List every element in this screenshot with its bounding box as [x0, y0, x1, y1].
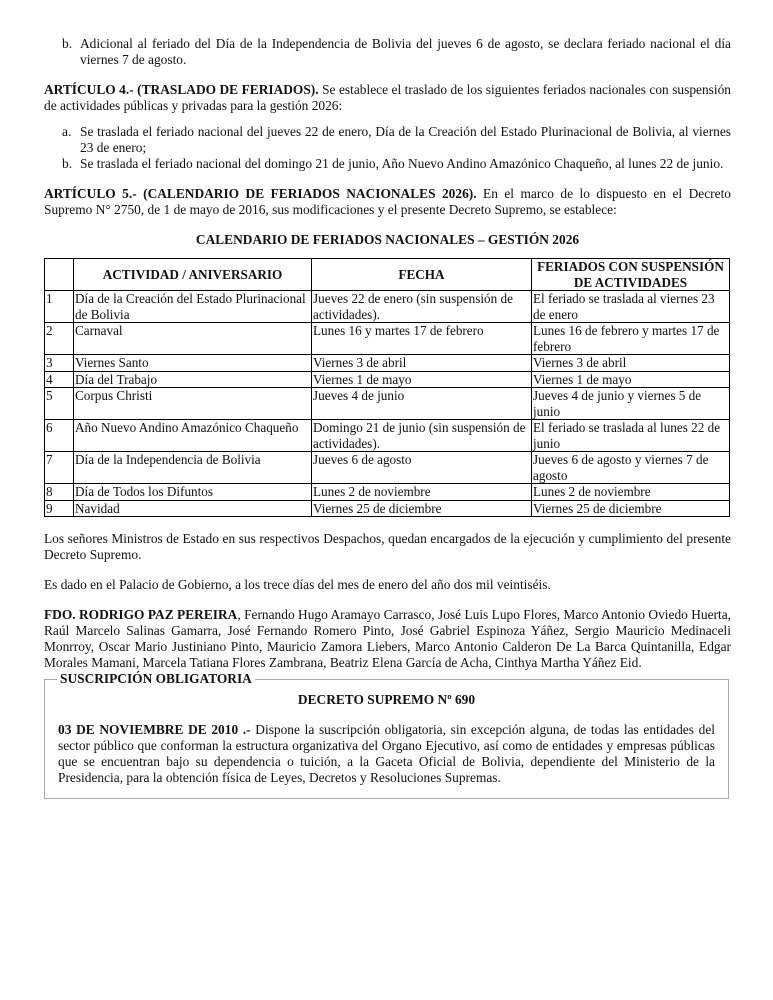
- holiday-calendar-table: [44, 258, 730, 517]
- column-header-holiday: FERIADOS CON SUSPENSIÓN DE ACTIVIDADES: [532, 259, 730, 291]
- cell-holiday: El feriado se traslada al lunes 22 de junio: [532, 420, 730, 452]
- cell-activity: Día de la Creación del Estado Plurinacional de Bolivia: [74, 291, 312, 323]
- decree-date: 03 DE NOVIEMBRE DE 2010 .-: [58, 722, 251, 737]
- article-5-text: En el marco de lo dispuesto en el Decreto Supremo N° 2750, de 1 de mayo de 2016, sus modificaciones y el presente Decreto Supremo, se establece:: [44, 186, 731, 217]
- cell-activity: Día de la Independencia de Bolivia: [74, 452, 312, 484]
- signatures-paragraph: [44, 607, 731, 671]
- cell-activity: Día de Todos los Difuntos: [74, 484, 312, 501]
- cell-number: 7: [45, 452, 74, 484]
- column-header-number: [45, 259, 74, 291]
- list-item: [62, 124, 731, 156]
- list-marker: b.: [62, 156, 73, 171]
- cell-number: 3: [45, 355, 74, 372]
- table-row: [45, 388, 730, 420]
- cell-number: 8: [45, 484, 74, 501]
- decree-text: Dispone la suscripción obligatoria, sin excepción alguna, de todas las entidades del sector público que conforman la estructura organizativa del Organo Ejecutivo, así como de entidades y empresas públicas que se encuentran bajo su dependencia o tuición, a la Gaceta Oficial de Bolivia, dependiente del Ministerio de la Presidencia, para la obtención física de Leyes, Decretos y Resoluciones Supremas.: [58, 722, 715, 785]
- signature-lead: FDO. RODRIGO PAZ PEREIRA: [44, 607, 238, 622]
- column-header-activity: ACTIVIDAD / ANIVERSARIO: [74, 259, 312, 291]
- table-row: [45, 484, 730, 501]
- table-title: CALENDARIO DE FERIADOS NACIONALES – GESTIÓN 2026: [195, 232, 580, 247]
- table-row: [45, 355, 730, 372]
- cell-date: Jueves 4 de junio: [312, 388, 532, 420]
- cell-activity: Carnaval: [74, 323, 312, 355]
- cell-date: Lunes 16 y martes 17 de febrero: [312, 323, 532, 355]
- cell-activity: Corpus Christi: [74, 388, 312, 420]
- cell-holiday: Viernes 1 de mayo: [532, 371, 730, 388]
- article-5-heading: ARTÍCULO 5.- (CALENDARIO DE FERIADOS NACIONALES 2026).: [44, 186, 477, 201]
- cell-holiday: Viernes 25 de diciembre: [532, 500, 730, 517]
- cell-holiday: Viernes 3 de abril: [532, 355, 730, 372]
- list-marker: a.: [62, 124, 72, 139]
- cell-number: 2: [45, 323, 74, 355]
- cell-date: Viernes 25 de diciembre: [312, 500, 532, 517]
- decree-title: DECRETO SUPREMO Nº 690: [297, 692, 476, 707]
- table-row: [45, 323, 730, 355]
- table-row: [45, 452, 730, 484]
- table-row: [45, 420, 730, 452]
- cell-date: Jueves 22 de enero (sin suspensión de actividades).: [312, 291, 532, 323]
- cell-number: 4: [45, 371, 74, 388]
- article-4-paragraph: [44, 82, 731, 114]
- subscription-notice-box: [44, 671, 729, 799]
- article-5-paragraph: [44, 186, 731, 218]
- cell-date: Jueves 6 de agosto: [312, 452, 532, 484]
- closing-paragraph-date: Es dado en el Palacio de Gobierno, a los trece días del mes de enero del año dos mil veintiséis.: [44, 577, 551, 592]
- cell-date: Lunes 2 de noviembre: [312, 484, 532, 501]
- table-row: [45, 500, 730, 517]
- cell-activity: Viernes Santo: [74, 355, 312, 372]
- cell-number: 9: [45, 500, 74, 517]
- cell-activity: Año Nuevo Andino Amazónico Chaqueño: [74, 420, 312, 452]
- cell-activity: Navidad: [74, 500, 312, 517]
- cell-date: Viernes 1 de mayo: [312, 371, 532, 388]
- cell-holiday: Lunes 2 de noviembre: [532, 484, 730, 501]
- article-4-heading: ARTÍCULO 4.- (TRASLADO DE FERIADOS).: [44, 82, 319, 97]
- article-4-list: [62, 124, 731, 172]
- list-item-text: Adicional al feriado del Día de la Independencia de Bolivia del jueves 6 de agosto, se declara feriado nacional el día viernes 7 de agosto.: [80, 36, 731, 67]
- cell-holiday: Lunes 16 de febrero y martes 17 de febrero: [532, 323, 730, 355]
- column-header-date: FECHA: [312, 259, 532, 291]
- cell-holiday: El feriado se traslada al viernes 23 de enero: [532, 291, 730, 323]
- cell-date: Viernes 3 de abril: [312, 355, 532, 372]
- table-header-row: [45, 259, 730, 291]
- cell-activity: Día del Trabajo: [74, 371, 312, 388]
- cell-number: 6: [45, 420, 74, 452]
- list-marker: b.: [62, 36, 73, 51]
- list-item: [62, 36, 731, 68]
- article-4-text: Se establece el traslado de los siguientes feriados nacionales con suspensión de actividades públicas y privadas para la gestión 2026:: [44, 82, 731, 113]
- cell-number: 1: [45, 291, 74, 323]
- closing-paragraph-ministers: Los señores Ministros de Estado en sus respectivos Despachos, quedan encargados de la ejecución y cumplimiento del presente Decreto Supremo.: [44, 531, 731, 562]
- cell-number: 5: [45, 388, 74, 420]
- table-row: [45, 291, 730, 323]
- article-3-list: [62, 36, 731, 68]
- cell-holiday: Jueves 6 de agosto y viernes 7 de agosto: [532, 452, 730, 484]
- cell-holiday: Jueves 4 de junio y viernes 5 de junio: [532, 388, 730, 420]
- decree-description: [58, 722, 715, 786]
- list-item-text: Se traslada el feriado nacional del domingo 21 de junio, Año Nuevo Andino Amazónico Chaqueño, al lunes 22 de junio.: [80, 156, 724, 171]
- signature-names: , Fernando Hugo Aramayo Carrasco, José Luis Lupo Flores, Marco Antonio Oviedo Huerta, Raúl Marcelo Salinas Gamarra, José Fernando Romero Pinto, José Gabriel Espinoza Yáñez, Sergio Mauricio Medinaceli Monrroy, Oscar Mario Justiniano Pinto, Mauricio Zamora Liebers, Marco Antonio Calderon De La Barca Quintanilla, Edgar Morales Mamani, Marcela Tatiana Flores Zambrana, Beatriz Elena García de Acha, Cinthya Martha Yáñez Eid.: [44, 607, 732, 670]
- document-page: [44, 36, 731, 799]
- list-item-text: Se traslada el feriado nacional del jueves 22 de enero, Día de la Creación del Estado Plurinacional de Bolivia, al viernes 23 de enero;: [80, 124, 731, 155]
- list-item: [62, 156, 731, 172]
- subscription-legend: SUSCRIPCIÓN OBLIGATORIA: [57, 671, 255, 687]
- cell-date: Domingo 21 de junio (sin suspensión de actividades).: [312, 420, 532, 452]
- table-row: [45, 371, 730, 388]
